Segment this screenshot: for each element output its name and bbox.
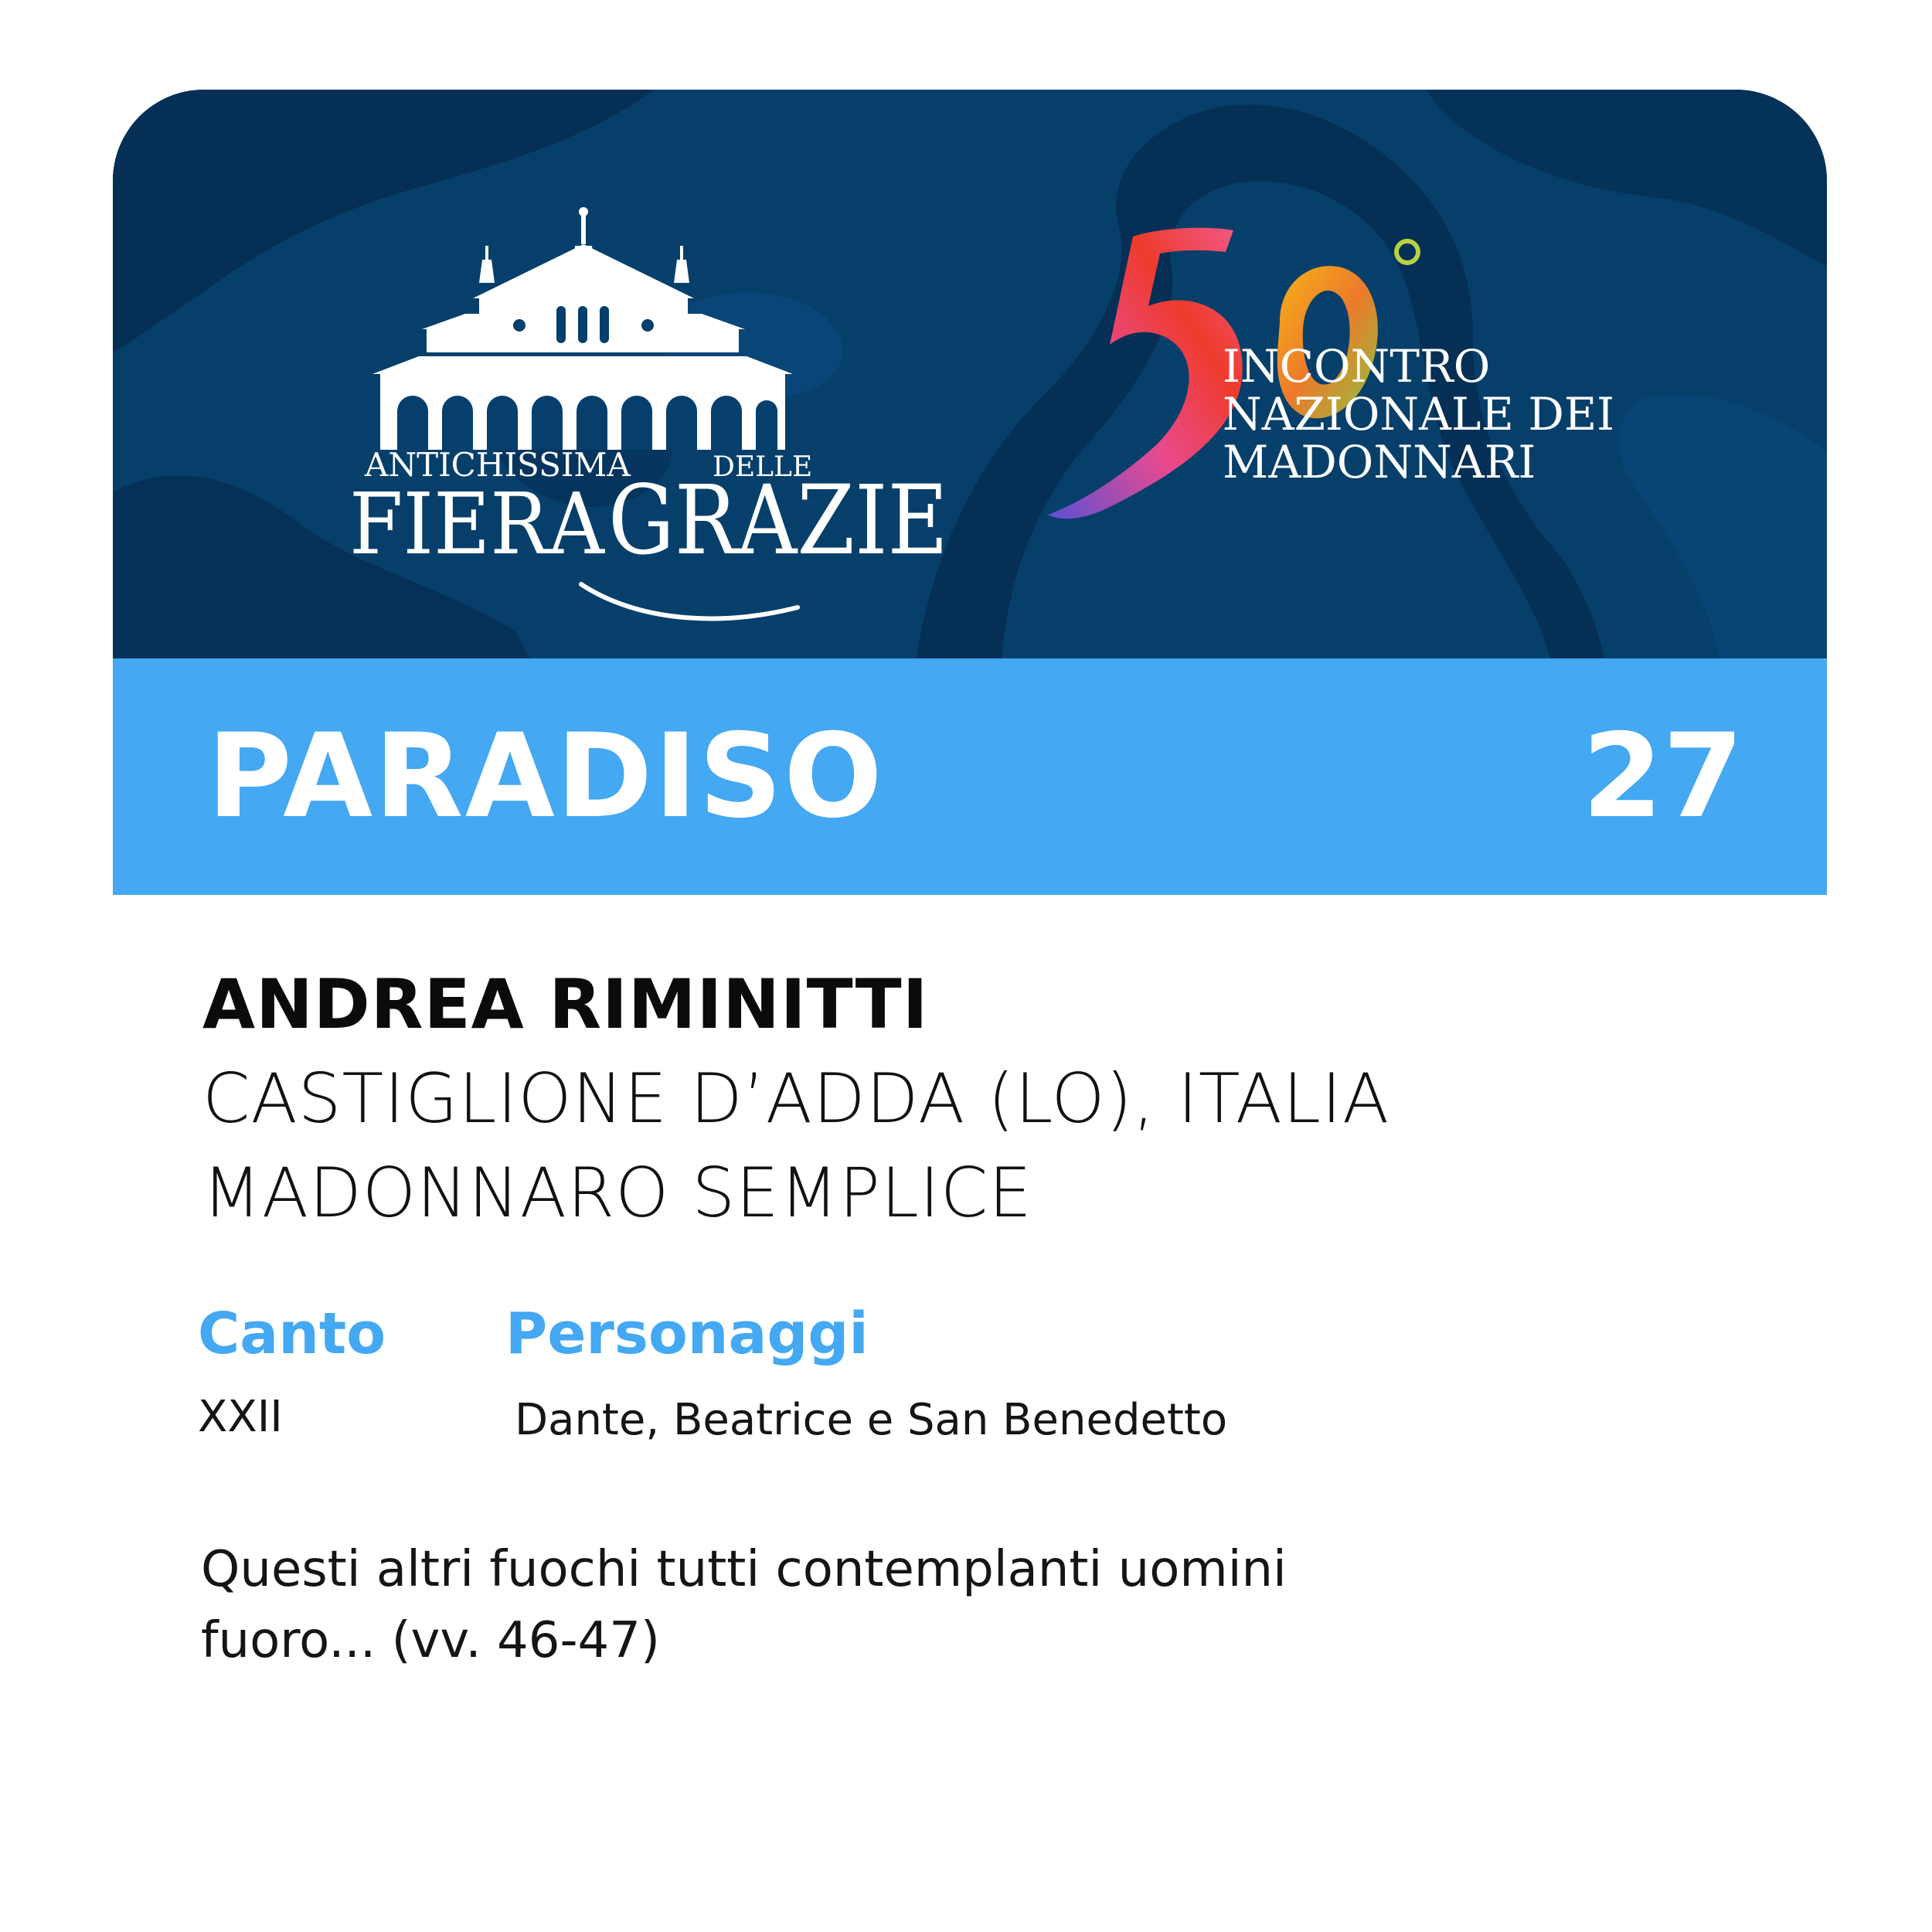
- logo-text-antichissima: ANTICHISSIMA: [365, 446, 631, 484]
- section-band: [113, 658, 1827, 895]
- personaggi-value: Dante, Beatrice e San Benedetto: [515, 1395, 1228, 1445]
- artist-place: CASTIGLIONE D’ADDA (LO), ITALIA: [202, 1059, 1390, 1138]
- logo-text-nazionale: NAZIONALE DEI: [1223, 388, 1615, 440]
- section-number: 27: [1582, 709, 1743, 844]
- incontro-madonnari-logo: [1032, 206, 1728, 607]
- header-banner: [113, 90, 1827, 658]
- artist-name: ANDREA RIMINITTI: [202, 964, 929, 1044]
- section-title: PARADISO: [207, 709, 884, 844]
- canto-label: Canto: [198, 1301, 386, 1367]
- logo-text-incontro: INCONTRO: [1223, 340, 1491, 393]
- artist-category: MADONNARO SEMPLICE: [202, 1153, 1032, 1233]
- logo-text-fiera: FIERA: [349, 474, 606, 573]
- logo-text-grazie: GRAZIE: [608, 465, 948, 577]
- logo-text-madonnari: MADONNARI: [1223, 436, 1536, 488]
- personaggi-label: Personaggi: [505, 1301, 869, 1367]
- quote-line-1: Questi altri fuochi tutti contemplanti uomini: [201, 1541, 1287, 1598]
- fiera-delle-grazie-logo: [349, 198, 952, 646]
- canto-value: XXII: [198, 1392, 283, 1442]
- quote-line-2: fuoro... (vv. 46-47): [201, 1612, 660, 1669]
- logo-text-delle: DELLE: [713, 451, 813, 483]
